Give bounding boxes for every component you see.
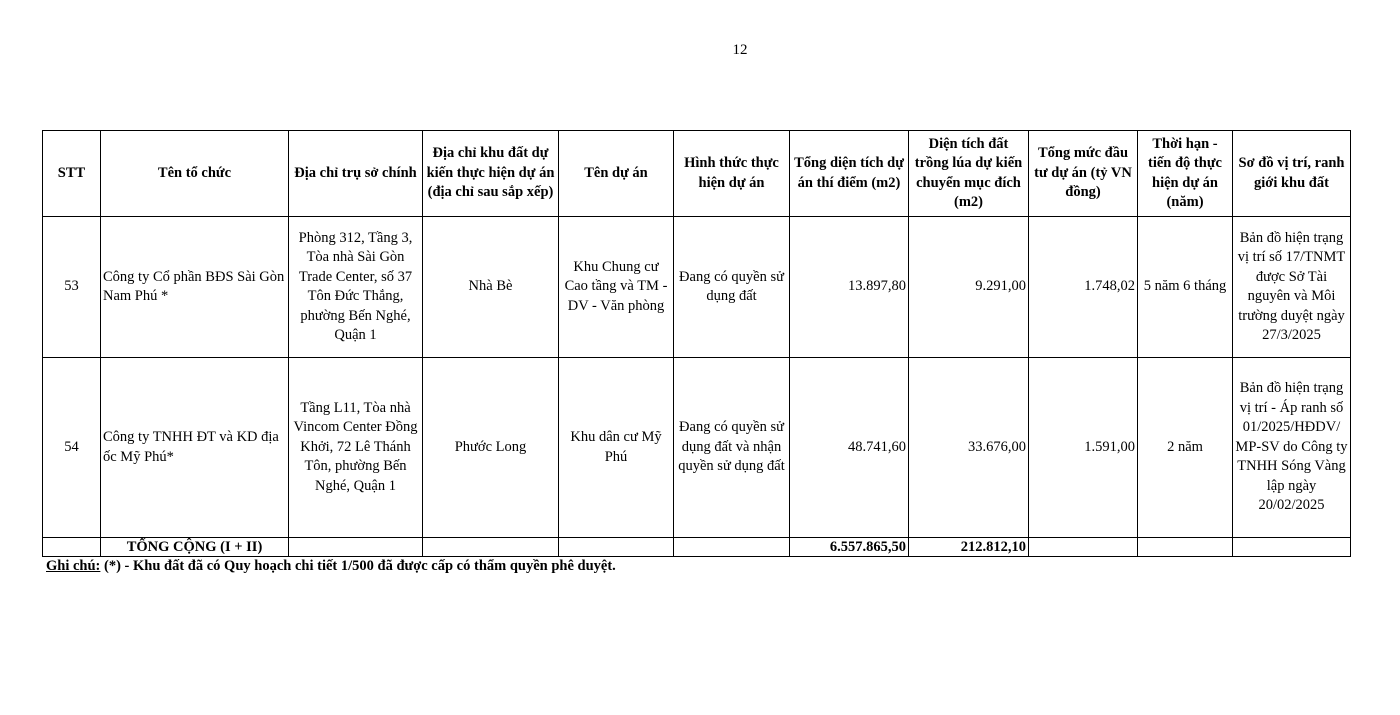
header-map: Sơ đồ vị trí, ranh giới khu đất <box>1233 131 1351 217</box>
header-land-address: Địa chỉ khu đất dự kiến thực hiện dự án (địa chỉ sau sắp xếp) <box>423 131 559 217</box>
table-row <box>43 217 1351 358</box>
cell-duration: 5 năm 6 tháng <box>1138 217 1233 358</box>
cell-empty <box>43 538 101 557</box>
cell-map: Bản đồ hiện trạng vị trí - Áp ranh số 01/2025/HĐDV/ MP-SV do Công ty TNHH Sóng Vàng lập ngày 20/02/2025 <box>1233 358 1351 538</box>
cell-form: Đang có quyền sử dụng đất <box>674 217 790 358</box>
total-label: TỔNG CỘNG (I + II) <box>101 538 289 557</box>
total-rice-area-sum: 212.812,10 <box>909 538 1029 557</box>
cell-total-area: 48.741,60 <box>790 358 909 538</box>
page-number: 12 <box>732 42 748 58</box>
cell-land-address: Nhà Bè <box>423 217 559 358</box>
cell-investment: 1.591,00 <box>1029 358 1138 538</box>
cell-form: Đang có quyền sử dụng đất và nhận quyền sử dụng đất <box>674 358 790 538</box>
cell-rice-area: 33.676,00 <box>909 358 1029 538</box>
cell-hq-address: Phòng 312, Tầng 3, Tòa nhà Sài Gòn Trade Center, số 37 Tôn Đức Thắng, phường Bến Nghé, Quận 1 <box>289 217 423 358</box>
header-stt: STT <box>43 131 101 217</box>
cell-land-address: Phước Long <box>423 358 559 538</box>
cell-map: Bản đồ hiện trạng vị trí số 17/TNMT được Sở Tài nguyên và Môi trường duyệt ngày 27/3/2025 <box>1233 217 1351 358</box>
cell-empty <box>1029 538 1138 557</box>
cell-empty <box>674 538 790 557</box>
cell-hq-address: Tầng L11, Tòa nhà Vincom Center Đồng Khởi, 72 Lê Thánh Tôn, phường Bến Nghé, Quận 1 <box>289 358 423 538</box>
cell-org-name: Công ty TNHH ĐT và KD địa ốc Mỹ Phú* <box>101 358 289 538</box>
cell-empty <box>1233 538 1351 557</box>
cell-stt: 54 <box>43 358 101 538</box>
total-area-sum: 6.557.865,50 <box>790 538 909 557</box>
cell-stt: 53 <box>43 217 101 358</box>
cell-total-area: 13.897,80 <box>790 217 909 358</box>
table-header-row <box>43 131 1351 217</box>
land-project-table <box>42 130 1351 557</box>
header-rice-area: Diện tích đất trồng lúa dự kiến chuyển mục đích (m2) <box>909 131 1029 217</box>
cell-investment: 1.748,02 <box>1029 217 1138 358</box>
header-project-name: Tên dự án <box>559 131 674 217</box>
cell-duration: 2 năm <box>1138 358 1233 538</box>
header-total-area: Tổng diện tích dự án thí điểm (m2) <box>790 131 909 217</box>
cell-empty <box>1138 538 1233 557</box>
header-form: Hình thức thực hiện dự án <box>674 131 790 217</box>
header-hq-address: Địa chỉ trụ sở chính <box>289 131 423 217</box>
header-investment: Tổng mức đầu tư dự án (tỷ VN đồng) <box>1029 131 1138 217</box>
table-row <box>43 358 1351 538</box>
footnote-text: (*) - Khu đất đã có Quy hoạch chi tiết 1/500 đã được cấp có thẩm quyền phê duyệt. <box>100 558 616 574</box>
cell-empty <box>289 538 423 557</box>
footnote-label: Ghi chú: <box>46 558 101 574</box>
cell-org-name: Công ty Cổ phần BĐS Sài Gòn Nam Phú * <box>101 217 289 358</box>
cell-empty <box>423 538 559 557</box>
header-org-name: Tên tổ chức <box>101 131 289 217</box>
header-duration: Thời hạn - tiến độ thực hiện dự án (năm) <box>1138 131 1233 217</box>
cell-project-name: Khu Chung cư Cao tầng và TM - DV - Văn phòng <box>559 217 674 358</box>
table-total-row <box>43 538 1351 557</box>
cell-rice-area: 9.291,00 <box>909 217 1029 358</box>
cell-project-name: Khu dân cư Mỹ Phú <box>559 358 674 538</box>
footnote <box>46 558 616 575</box>
cell-empty <box>559 538 674 557</box>
